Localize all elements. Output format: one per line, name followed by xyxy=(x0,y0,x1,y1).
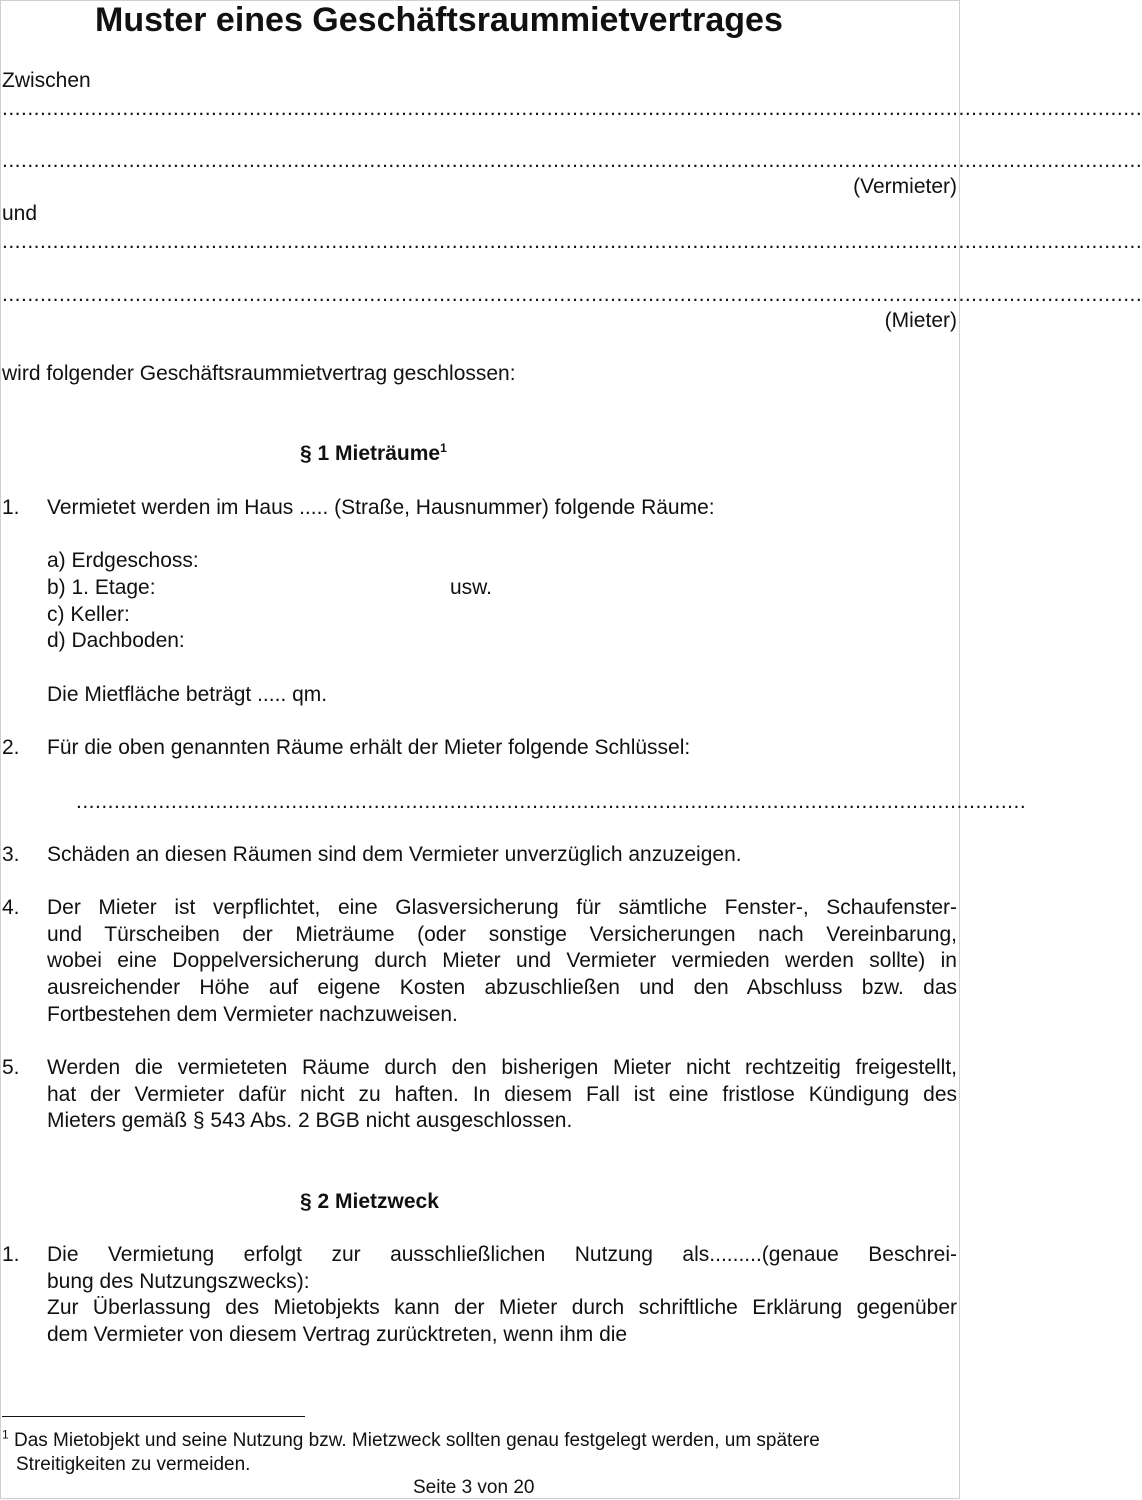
item4-line: Fortbestehen dem Vermieter nachzuweisen. xyxy=(47,1002,458,1026)
room-d: d) Dachboden: xyxy=(47,629,185,652)
item5-line: Werden die vermieteten Räume durch den bisherigen Mieter nicht rechtzeitig freigestellt, xyxy=(47,1056,957,1079)
keys-line: ...................................................................................................................................................... xyxy=(76,790,1027,813)
s2-item1-line: Die Vermietung erfolgt zur ausschließlichen Nutzung als.........(genaue Beschrei- xyxy=(47,1243,957,1266)
item1-text: Vermietet werden im Haus ..... (Straße, Hausnummer) folgende Räume: xyxy=(47,496,715,519)
document-title: Muster eines Geschäftsraummietvertrages xyxy=(95,1,783,39)
room-b: b) 1. Etage: xyxy=(47,576,156,599)
page-number: Seite 3 von 20 xyxy=(413,1477,535,1498)
section1-heading: § 1 Mieträume$^1$ xyxy=(300,441,447,465)
room-c: c) Keller: xyxy=(47,603,130,626)
item5-line: hat der Vermieter dafür nicht zu haften. In diesem Fall ist eine fristlose Kündigung des xyxy=(47,1082,957,1106)
item1-number: 1. xyxy=(2,496,20,519)
item2-text: Für die oben genannten Räume erhält der Mieter folgende Schlüssel: xyxy=(47,736,691,759)
party2-line-2: .................................................................................................................................................................................... xyxy=(2,283,1142,306)
intro-und: und xyxy=(2,202,38,225)
footnote-ref: 1 xyxy=(440,441,447,455)
vermieter-label: (Vermieter) xyxy=(853,175,957,198)
item4-line: und Türscheiben der Mieträume (oder sonstige Versicherungen nach Vereinbarung, xyxy=(47,922,957,946)
intro-zwischen: Zwischen xyxy=(2,69,91,92)
item4-line: wobei eine Doppelversicherung durch Mieter und Vermieter vermieden werden sollte) in xyxy=(47,949,957,973)
party1-line-2: .................................................................................................................................................................................... xyxy=(2,149,1142,172)
section2-heading: § 2 Mietzweck xyxy=(300,1190,439,1213)
s2-item1-line: bung des Nutzungszwecks): xyxy=(47,1269,310,1293)
party2-line-1: .................................................................................................................................................................................... xyxy=(2,230,1142,253)
mieter-label: (Mieter) xyxy=(884,309,957,332)
item4-line: ausreichender Höhe auf eigene Kosten abzuschließen und den Abschluss bzw. das xyxy=(47,976,957,1000)
item4-number: 4. xyxy=(2,896,20,919)
item5-line: Mieters gemäß § 543 Abs. 2 BGB nicht ausgeschlossen. xyxy=(47,1109,573,1133)
room-a: a) Erdgeschoss: xyxy=(47,549,199,572)
footnote-line-1: Das Mietobjekt und seine Nutzung bzw. Mietzweck sollten genau festgelegt werden, um spätere xyxy=(13,1430,820,1451)
s2-item1-number: 1. xyxy=(2,1243,20,1266)
party1-line-1: .................................................................................................................................................................................... xyxy=(2,97,1142,120)
item2-number: 2. xyxy=(2,736,20,759)
rooms-usw: usw. xyxy=(450,576,493,599)
footnote-mark: 1 xyxy=(2,1427,9,1442)
rental-area: Die Mietfläche beträgt ..... qm. xyxy=(47,683,328,706)
s2-item1-paragraph xyxy=(47,1242,957,1349)
item3-text: Schäden an diesen Räumen sind dem Vermieter unverzüglich anzuzeigen. xyxy=(47,843,742,866)
s2-item1-line: Zur Überlassung des Mietobjekts kann der Mieter durch schriftliche Erklärung gegenüber xyxy=(47,1296,957,1320)
item5-paragraph xyxy=(47,1055,957,1135)
item3-number: 3. xyxy=(2,843,20,866)
item5-number: 5. xyxy=(2,1056,20,1079)
footnote xyxy=(2,1429,820,1453)
intro-closing: wird folgender Geschäftsraummietvertrag geschlossen: xyxy=(2,362,516,385)
s2-item1-line: dem Vermieter von diesem Vertrag zurücktreten, wenn ihm die xyxy=(47,1323,628,1347)
footnote-rule xyxy=(2,1416,305,1417)
item4-line: Der Mieter ist verpflichtet, eine Glasversicherung für sämtliche Fenster-, Schaufenster- xyxy=(47,896,957,919)
item4-paragraph xyxy=(47,895,957,1029)
footnote-line-2: Streitigkeiten zu vermeiden. xyxy=(16,1454,251,1475)
